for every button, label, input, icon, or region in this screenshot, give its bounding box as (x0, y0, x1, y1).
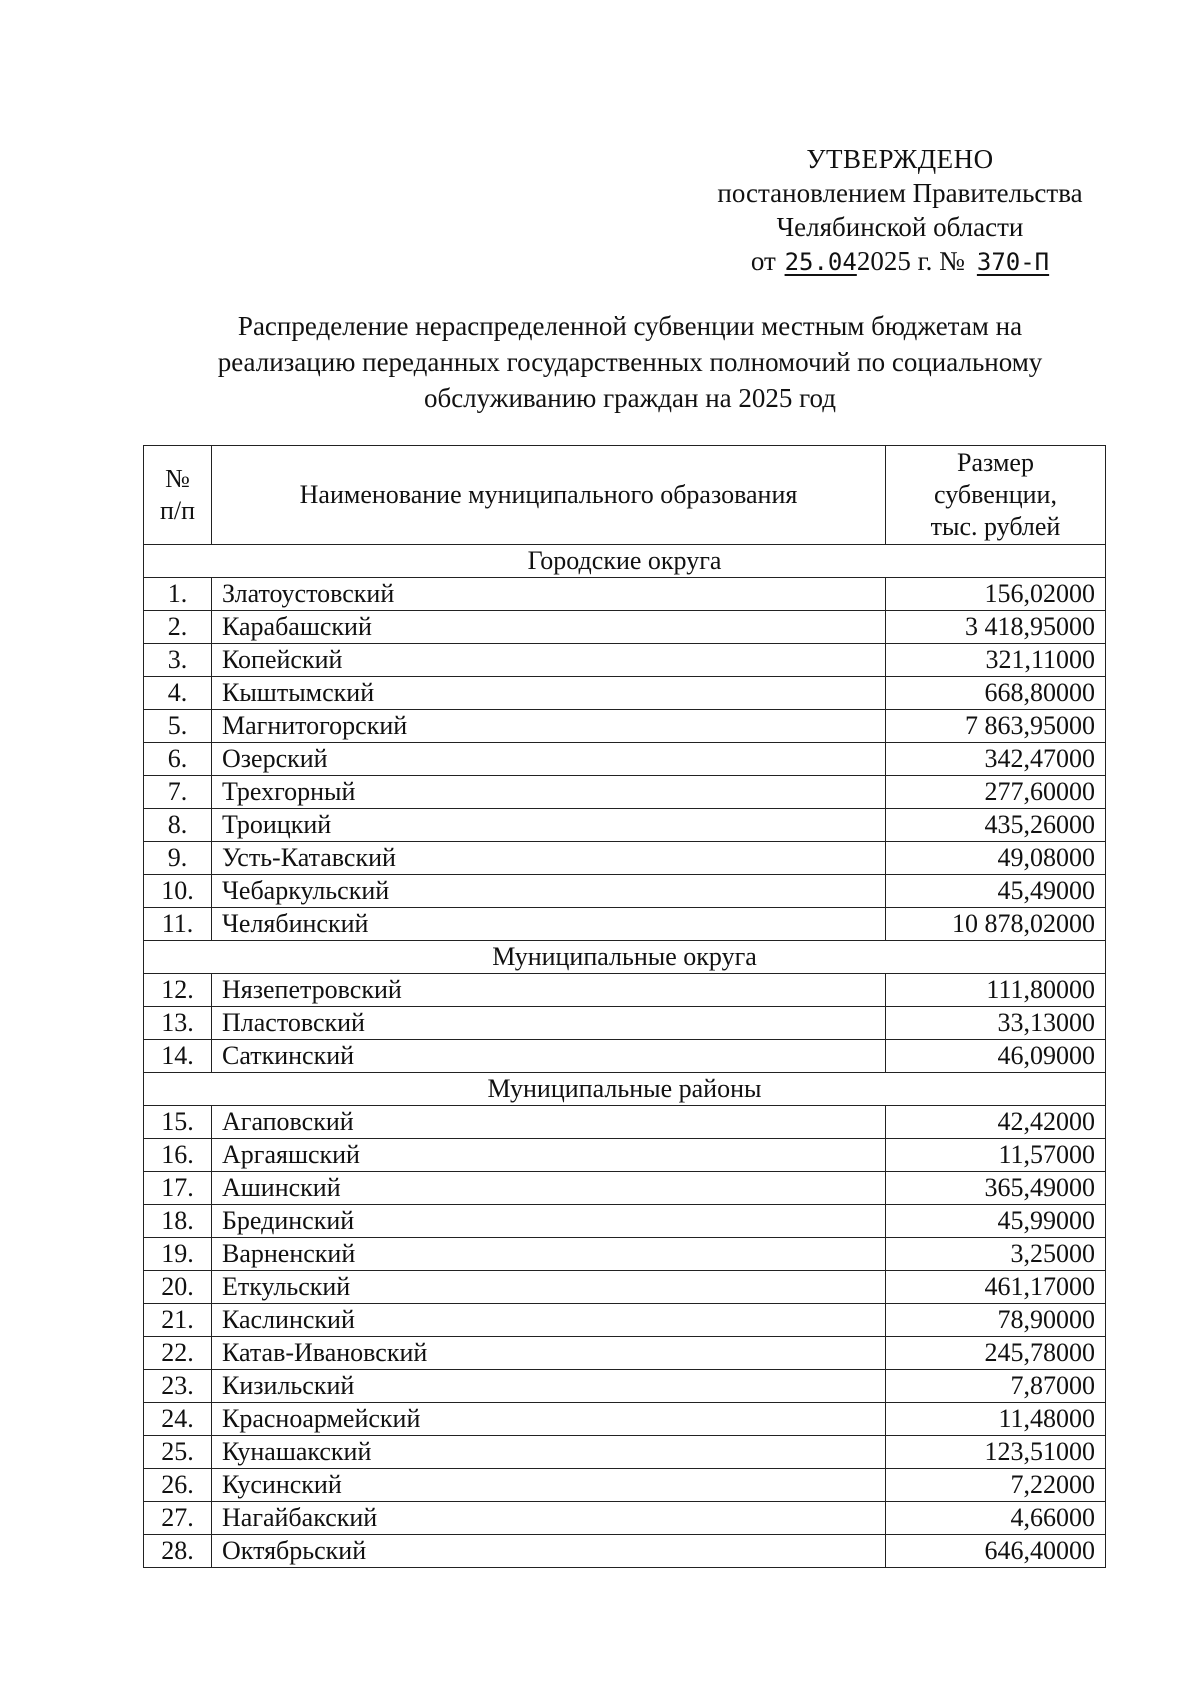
subvention-amount: 3 418,95000 (886, 611, 1106, 644)
section-title: Муниципальные районы (144, 1073, 1106, 1106)
approval-line-2: Челябинской области (776, 212, 1024, 242)
table-body (144, 545, 1106, 1568)
table-row (144, 1172, 1106, 1205)
header-amount-line-2: субвенции, (934, 480, 1057, 509)
row-number: 19. (144, 1238, 212, 1271)
subvention-amount: 10 878,02000 (886, 908, 1106, 941)
approval-heading: УТВЕРЖДЕНО (806, 144, 994, 174)
subvention-amount: 11,57000 (886, 1139, 1106, 1172)
approval-line-1: постановлением Правительства (717, 178, 1083, 208)
subvention-amount: 7 863,95000 (886, 710, 1106, 743)
header-name: Наименование муниципального образования (212, 446, 886, 545)
municipality-name: Нязепетровский (212, 974, 886, 1007)
table-row (144, 1337, 1106, 1370)
row-number: 22. (144, 1337, 212, 1370)
row-number: 12. (144, 974, 212, 1007)
subvention-amount: 245,78000 (886, 1337, 1106, 1370)
subvention-amount: 45,99000 (886, 1205, 1106, 1238)
row-number: 24. (144, 1403, 212, 1436)
municipality-name: Челябинский (212, 908, 886, 941)
subvention-amount: 646,40000 (886, 1535, 1106, 1568)
subvention-amount: 45,49000 (886, 875, 1106, 908)
table-row (144, 743, 1106, 776)
section-title: Муниципальные округа (144, 941, 1106, 974)
municipality-name: Брединский (212, 1205, 886, 1238)
subvention-amount: 111,80000 (886, 974, 1106, 1007)
document-title (140, 308, 1120, 416)
subvention-amount: 3,25000 (886, 1238, 1106, 1271)
table-row (144, 1304, 1106, 1337)
table-row (144, 578, 1106, 611)
approval-block (700, 142, 1100, 279)
row-number: 15. (144, 1106, 212, 1139)
subvention-amount: 4,66000 (886, 1502, 1106, 1535)
table-row (144, 1436, 1106, 1469)
table-row (144, 1007, 1106, 1040)
table-row (144, 1370, 1106, 1403)
row-number: 18. (144, 1205, 212, 1238)
municipality-name: Трехгорный (212, 776, 886, 809)
table-row (144, 776, 1106, 809)
municipality-name: Озерский (212, 743, 886, 776)
table-row (144, 1535, 1106, 1568)
section-title: Городские округа (144, 545, 1106, 578)
handwritten-date: 25.04 (784, 248, 857, 276)
municipality-name: Каслинский (212, 1304, 886, 1337)
table-row (144, 611, 1106, 644)
subvention-amount: 33,13000 (886, 1007, 1106, 1040)
title-line-1: Распределение нераспределенной субвенции местным бюджетам на (237, 311, 1023, 341)
table-row (144, 1469, 1106, 1502)
row-number: 13. (144, 1007, 212, 1040)
municipality-name: Кизильский (212, 1370, 886, 1403)
municipality-name: Карабашский (212, 611, 886, 644)
table-row (144, 1106, 1106, 1139)
municipality-name: Кунашакский (212, 1436, 886, 1469)
table-row (144, 875, 1106, 908)
subvention-amount: 7,87000 (886, 1370, 1106, 1403)
municipality-name: Усть-Катавский (212, 842, 886, 875)
section-row (144, 941, 1106, 974)
row-number: 8. (144, 809, 212, 842)
municipality-name: Варненский (212, 1238, 886, 1271)
header-amount-line-3: тыс. рублей (930, 512, 1061, 541)
row-number: 10. (144, 875, 212, 908)
municipality-name: Троицкий (212, 809, 886, 842)
row-number: 5. (144, 710, 212, 743)
header-num-line-2: п/п (159, 496, 196, 525)
municipality-name: Златоустовский (212, 578, 886, 611)
subvention-amount: 11,48000 (886, 1403, 1106, 1436)
municipality-name: Агаповский (212, 1106, 886, 1139)
municipality-name: Нагайбакский (212, 1502, 886, 1535)
header-num-line-1: № (165, 464, 190, 493)
table-row (144, 842, 1106, 875)
municipality-name: Октябрьский (212, 1535, 886, 1568)
subvention-amount: 42,42000 (886, 1106, 1106, 1139)
table-row (144, 908, 1106, 941)
row-number: 2. (144, 611, 212, 644)
municipality-name: Аргаяшский (212, 1139, 886, 1172)
date-year: 2025 г. № (856, 246, 965, 276)
table-row (144, 677, 1106, 710)
header-amount-line-1: Размер (957, 448, 1034, 477)
table-row (144, 644, 1106, 677)
row-number: 21. (144, 1304, 212, 1337)
row-number: 1. (144, 578, 212, 611)
section-row (144, 1073, 1106, 1106)
municipality-name: Ашинский (212, 1172, 886, 1205)
date-prefix: от (750, 246, 776, 276)
title-line-3: обслуживанию граждан на 2025 год (423, 383, 837, 413)
subvention-amount: 49,08000 (886, 842, 1106, 875)
subvention-table (143, 445, 1106, 1568)
municipality-name: Копейский (212, 644, 886, 677)
table-row (144, 974, 1106, 1007)
municipality-name: Саткинский (212, 1040, 886, 1073)
row-number: 26. (144, 1469, 212, 1502)
header-amount (886, 446, 1106, 545)
subvention-amount: 7,22000 (886, 1469, 1106, 1502)
row-number: 4. (144, 677, 212, 710)
approval-date-line (700, 244, 1100, 279)
table-header-row (144, 446, 1106, 545)
subvention-amount: 321,11000 (886, 644, 1106, 677)
row-number: 20. (144, 1271, 212, 1304)
municipality-name: Катав-Ивановский (212, 1337, 886, 1370)
table-row (144, 710, 1106, 743)
subvention-amount: 668,80000 (886, 677, 1106, 710)
section-row (144, 545, 1106, 578)
subvention-amount: 78,90000 (886, 1304, 1106, 1337)
table-row (144, 1271, 1106, 1304)
row-number: 3. (144, 644, 212, 677)
subvention-amount: 156,02000 (886, 578, 1106, 611)
municipality-name: Магнитогорский (212, 710, 886, 743)
subvention-amount: 342,47000 (886, 743, 1106, 776)
row-number: 7. (144, 776, 212, 809)
subvention-amount: 461,17000 (886, 1271, 1106, 1304)
header-num (144, 446, 212, 545)
subvention-amount: 365,49000 (886, 1172, 1106, 1205)
table-row (144, 809, 1106, 842)
row-number: 25. (144, 1436, 212, 1469)
subvention-amount: 46,09000 (886, 1040, 1106, 1073)
row-number: 9. (144, 842, 212, 875)
row-number: 23. (144, 1370, 212, 1403)
row-number: 27. (144, 1502, 212, 1535)
municipality-name: Кусинский (212, 1469, 886, 1502)
subvention-amount: 435,26000 (886, 809, 1106, 842)
municipality-name: Чебаркульский (212, 875, 886, 908)
row-number: 14. (144, 1040, 212, 1073)
row-number: 16. (144, 1139, 212, 1172)
table-row (144, 1205, 1106, 1238)
municipality-name: Пластовский (212, 1007, 886, 1040)
table-row (144, 1238, 1106, 1271)
handwritten-number: 370-П (976, 248, 1050, 276)
table-row (144, 1040, 1106, 1073)
municipality-name: Красноармейский (212, 1403, 886, 1436)
subvention-amount: 277,60000 (886, 776, 1106, 809)
row-number: 28. (144, 1535, 212, 1568)
table-row (144, 1403, 1106, 1436)
table-row (144, 1502, 1106, 1535)
subvention-amount: 123,51000 (886, 1436, 1106, 1469)
municipality-name: Кыштымский (212, 677, 886, 710)
row-number: 17. (144, 1172, 212, 1205)
title-line-2: реализацию переданных государственных полномочий по социальному (217, 347, 1043, 377)
table-row (144, 1139, 1106, 1172)
municipality-name: Еткульский (212, 1271, 886, 1304)
row-number: 11. (144, 908, 212, 941)
row-number: 6. (144, 743, 212, 776)
